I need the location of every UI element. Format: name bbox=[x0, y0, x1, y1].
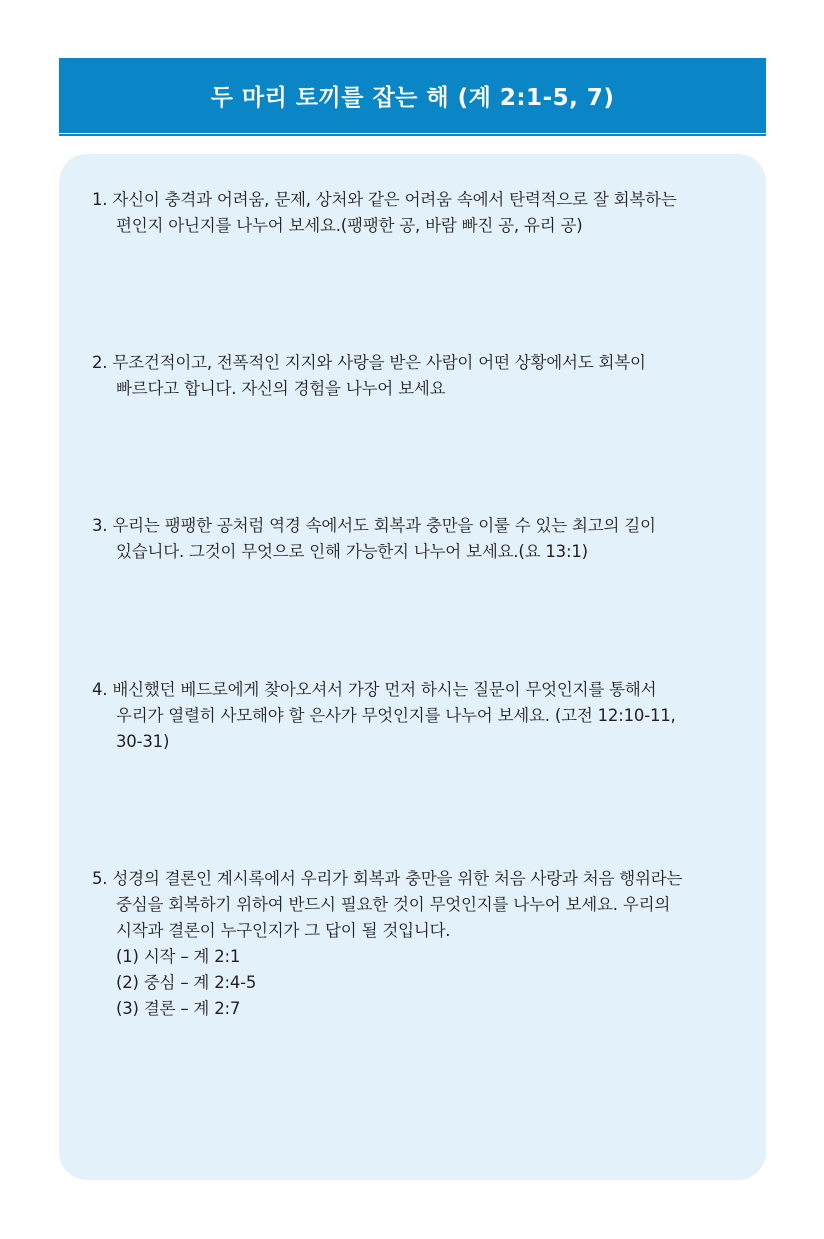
question-5-line-1: 5. 성경의 결론인 계시록에서 우리가 회복과 충만을 위한 처음 사랑과 처음 행위라는 bbox=[92, 869, 683, 888]
questions-panel bbox=[59, 154, 766, 1180]
title-banner bbox=[59, 58, 766, 133]
question-5 bbox=[92, 866, 742, 1022]
question-3-line-1: 3. 우리는 팽팽한 공처럼 역경 속에서도 회복과 충만을 이룰 수 있는 최고의 길이 bbox=[92, 516, 656, 535]
question-5-ref-2: (2) 중심 – 계 2:4-5 bbox=[116, 973, 257, 992]
question-5-line-2: 중심을 회복하기 위하여 반드시 필요한 것이 무엇인지를 나누어 보세요. 우리의 bbox=[116, 895, 671, 914]
question-3-line-2: 있습니다. 그것이 무엇으로 인해 가능한지 나누어 보세요.(요 13:1) bbox=[116, 542, 588, 561]
question-2-line-1: 2. 무조건적이고, 전폭적인 지지와 사랑을 받은 사람이 어떤 상황에서도 회복이 bbox=[92, 353, 646, 372]
page-title: 두 마리 토끼를 잡는 해 (계 2:1-5, 7) bbox=[210, 85, 615, 111]
question-4-line-1: 4. 배신했던 베드로에게 찾아오셔서 가장 먼저 하시는 질문이 무엇인지를 통해서 bbox=[92, 680, 657, 699]
question-4-line-3: 30-31) bbox=[116, 732, 170, 751]
question-5-line-3: 시작과 결론이 누구인지가 그 답이 될 것입니다. bbox=[116, 921, 451, 940]
question-2 bbox=[92, 350, 742, 402]
question-1-line-2: 편인지 아닌지를 나누어 보세요.(팽팽한 공, 바람 빠진 공, 유리 공) bbox=[116, 216, 583, 235]
question-5-ref-3: (3) 결론 – 계 2:7 bbox=[116, 999, 241, 1018]
question-3 bbox=[92, 513, 742, 565]
question-2-line-2: 빠르다고 합니다. 자신의 경험을 나누어 보세요 bbox=[116, 379, 446, 398]
question-1 bbox=[92, 187, 742, 239]
question-5-ref-1: (1) 시작 – 계 2:1 bbox=[116, 947, 241, 966]
question-1-line-1: 1. 자신이 충격과 어려움, 문제, 상처와 같은 어려움 속에서 탄력적으로 잘 회복하는 bbox=[92, 190, 677, 209]
question-4 bbox=[92, 677, 742, 755]
title-underline bbox=[59, 134, 766, 136]
question-4-line-2: 우리가 열렬히 사모해야 할 은사가 무엇인지를 나누어 보세요. (고전 12:10-11, bbox=[116, 706, 676, 725]
